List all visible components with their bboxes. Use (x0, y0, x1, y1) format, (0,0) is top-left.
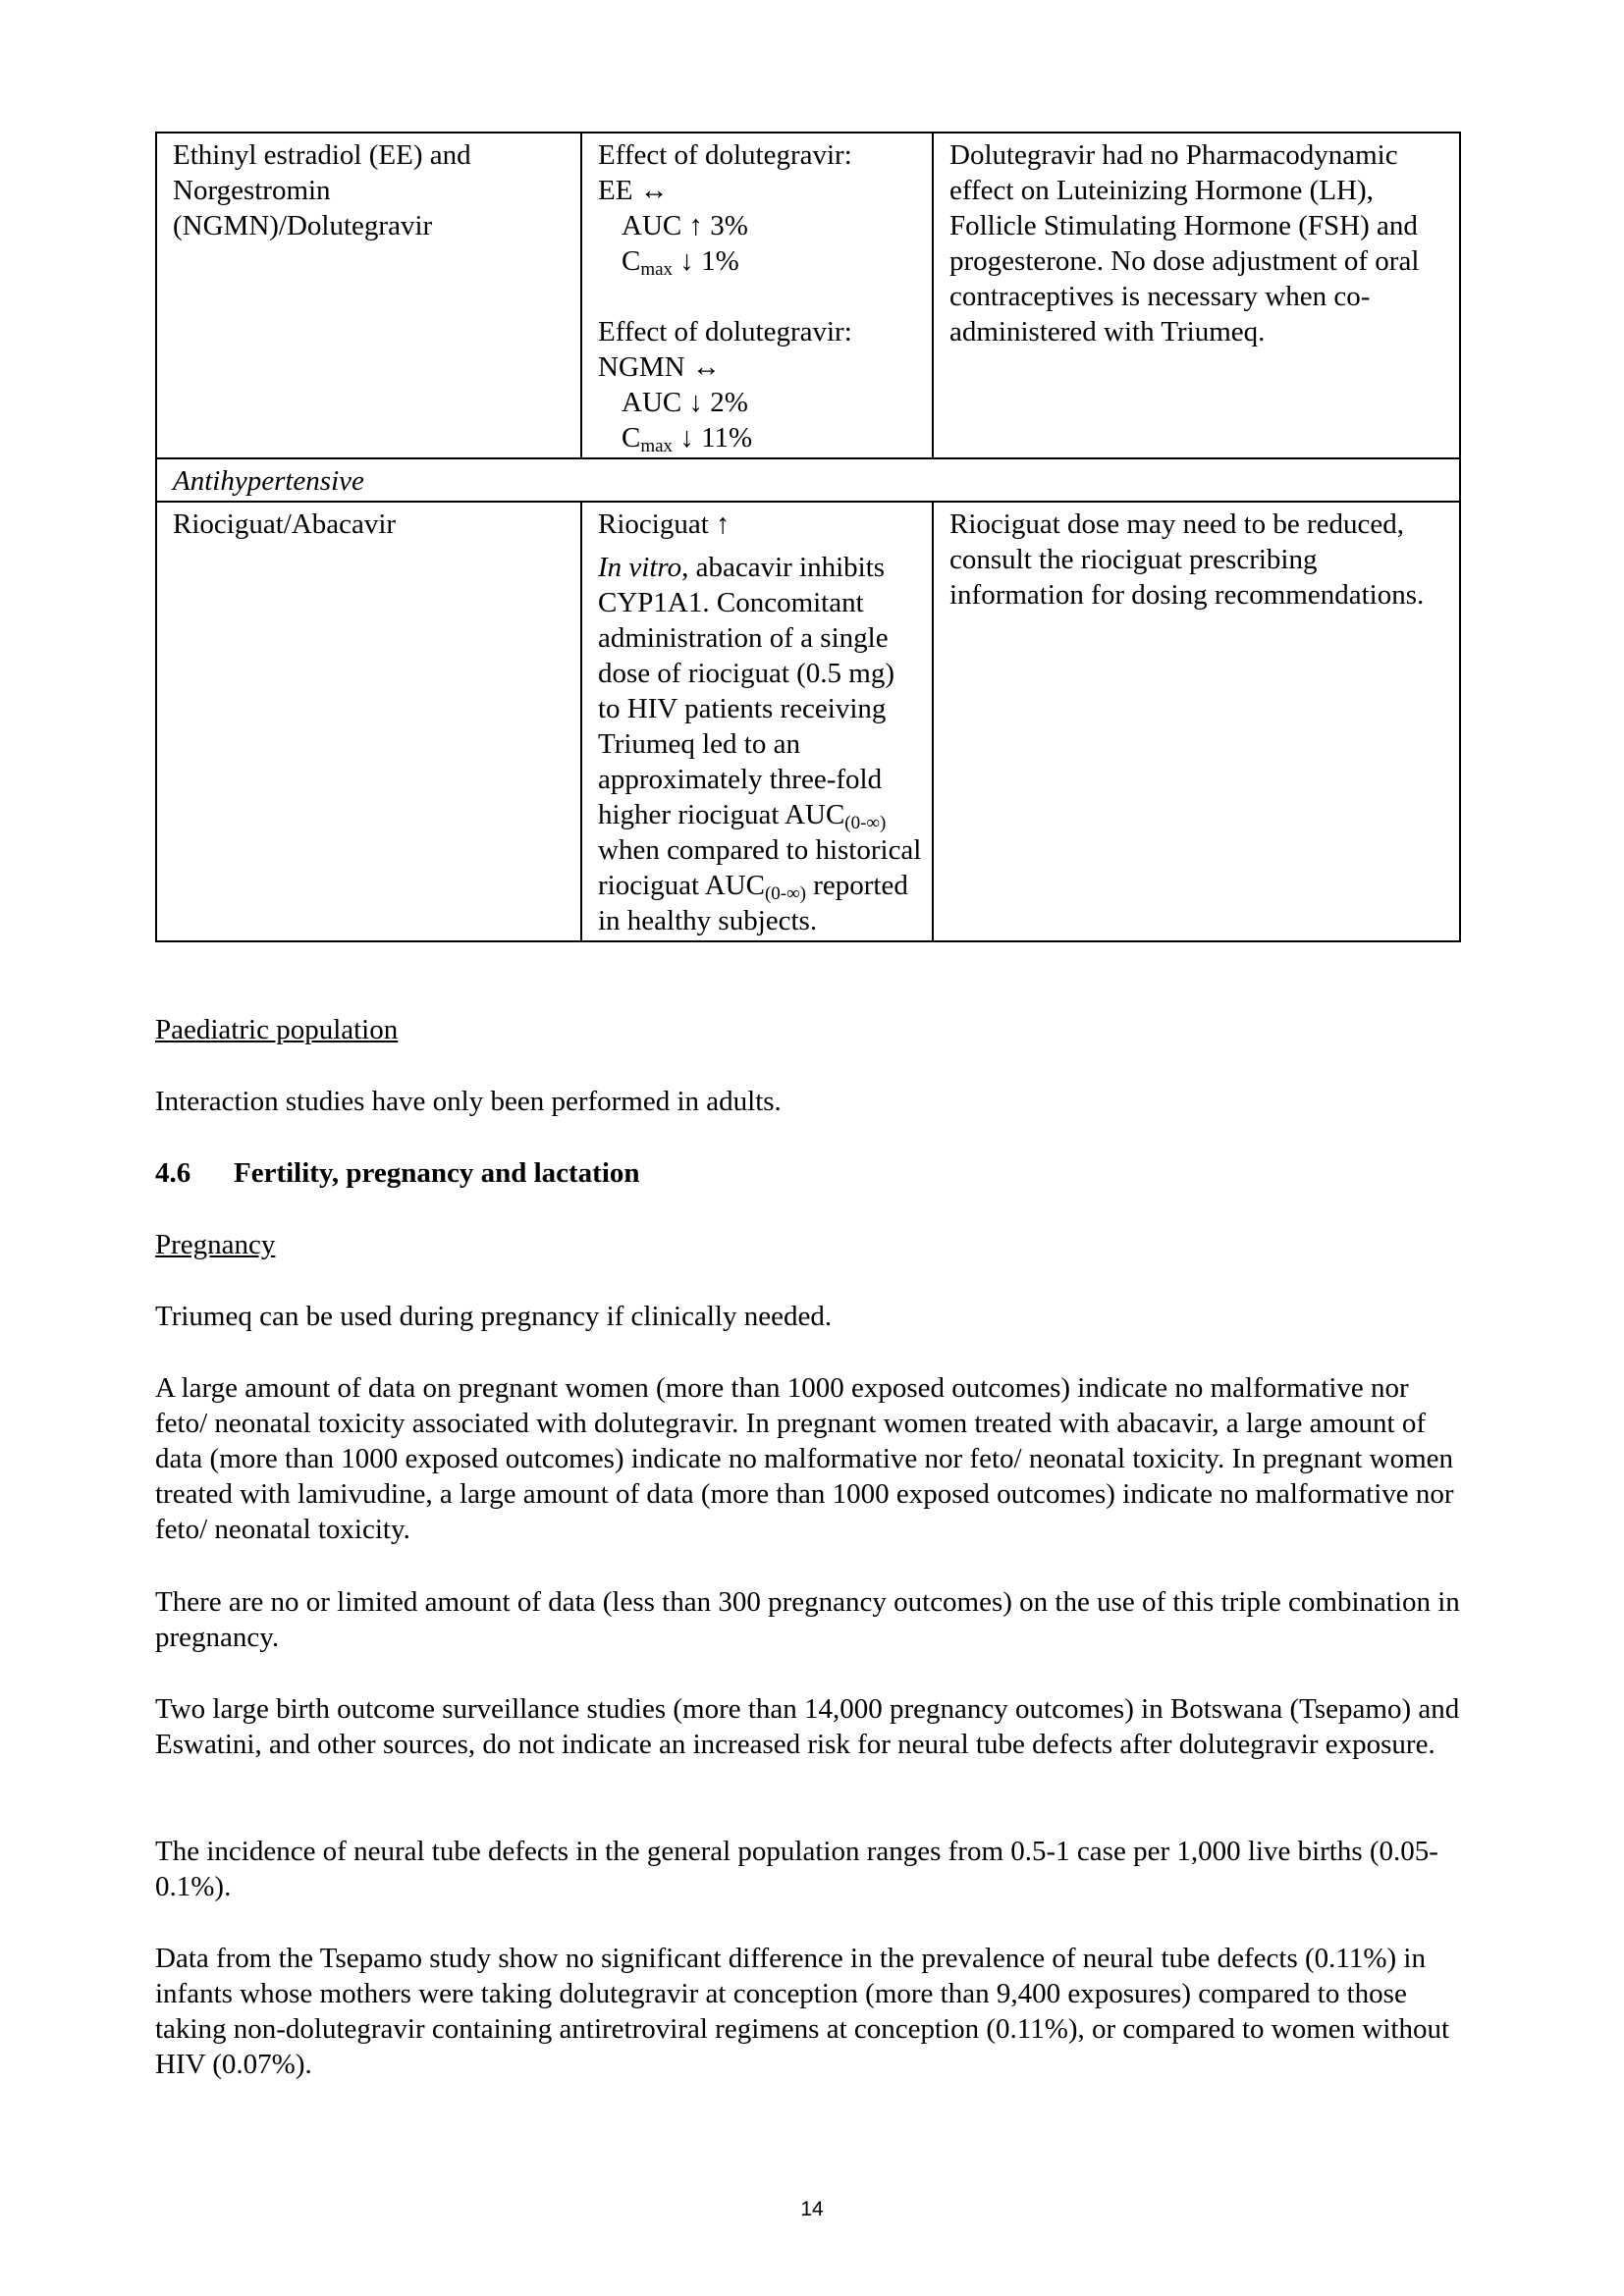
paragraph: Triumeq can be used during pregnancy if clinically needed. (155, 1301, 833, 1332)
paediatric-text: Interaction studies have only been performed in adults. (155, 1086, 782, 1117)
paragraph: A large amount of data on pregnant women (more than 1000 exposed outcomes) indicate no malformative nor feto/ neonatal toxicity associated with dolutegravir. In pregnant women treated with abacavir, a large amount of data (more than 1000 exposed outcomes) indicate no malformative nor feto/ neonatal toxicity. In pregnant women treated with lamivudine, a large amount of data (more than 1000 exposed outcomes) indicate no malformative nor feto/ neonatal toxicity. (155, 1372, 1454, 1545)
effect-auc: AUC ↓ 2% (622, 387, 748, 418)
effect-cmax: $C_{max}$ ↓ 1% (622, 245, 739, 280)
paragraph: Two large birth outcome surveillance studies (more than 14,000 pregnancy outcomes) in Botswana (Tsepamo) and Eswatini, and other sources, do not indicate an increased risk for neural tube defects after dolutegravir exposure. (155, 1693, 1460, 1760)
pregnancy-heading: Pregnancy (155, 1229, 276, 1260)
section-number: 4.6 (155, 1157, 191, 1189)
table-row (156, 133, 1460, 458)
effect-cell (581, 502, 933, 941)
table-row (156, 502, 1460, 941)
interaction-table (155, 132, 1461, 942)
effect-title: Riociguat ↑ (598, 508, 731, 540)
effect-title: Effect of dolutegravir: (598, 316, 852, 347)
category-cell: Antihypertensive (156, 458, 1460, 502)
effect-auc: AUC ↑ 3% (622, 210, 748, 241)
effect-title: Effect of dolutegravir: (598, 139, 852, 171)
paragraph: The incidence of neural tube defects in the general population ranges from 0.5-1 case per 1,000 live births (0.05-0.1%). (155, 1836, 1438, 1902)
drug-line: Norgestromin (173, 175, 331, 206)
drug-cell (156, 133, 581, 458)
effect-cell (581, 133, 933, 458)
table-row (156, 458, 1460, 502)
drug-line: Ethinyl estradiol (EE) and (173, 139, 471, 171)
effect-subject: NGMN ↔ (598, 351, 721, 383)
page-number: 14 (800, 2198, 824, 2220)
effect-subject: EE ↔ (598, 175, 669, 206)
section-heading (155, 1155, 1461, 1191)
paragraph: There are no or limited amount of data (less than 300 pregnancy outcomes) on the use of this triple combination in pregnancy. (155, 1586, 1460, 1653)
paediatric-heading: Paediatric population (155, 1014, 399, 1045)
section-title: Fertility, pregnancy and lactation (234, 1157, 640, 1189)
drug-line: (NGMN)/Dolutegravir (173, 210, 433, 241)
paragraph: Data from the Tsepamo study show no significant difference in the prevalence of neural tube defects (0.11%) in infants whose mothers were taking dolutegravir at conception (more than 9,400 exposures) compared to those taking non-dolutegravir containing antiretroviral regimens at conception (0.11%), or compared to women without HIV (0.07%). (155, 1943, 1450, 2080)
recommendation-cell: Riociguat dose may need to be reduced, consult the riociguat prescribing information for dosing recommendations. (933, 502, 1460, 941)
effect-cmax: $C_{max}$ ↓ 11% (622, 422, 753, 456)
effect-description: In vitro, abacavir inhibits CYP1A1. Concomitant administration of a single dose of riociguat (0.5 mg) to HIV patients receiving Triumeq led to an approximately three-fold higher riociguat $AUC_{(0-\infty)}$ when compared to historical riociguat $AUC_{(0-\infty)}$ reported in healthy subjects. (598, 552, 922, 936)
drug-cell: Riociguat/Abacavir (156, 502, 581, 941)
recommendation-cell: Dolutegravir had no Pharmacodynamic effect on Luteinizing Hormone (LH), Follicle Stimulating Hormone (FSH) and progesterone. No dose adjustment of oral contraceptives is necessary when co-administered with Triumeq. (933, 133, 1460, 458)
